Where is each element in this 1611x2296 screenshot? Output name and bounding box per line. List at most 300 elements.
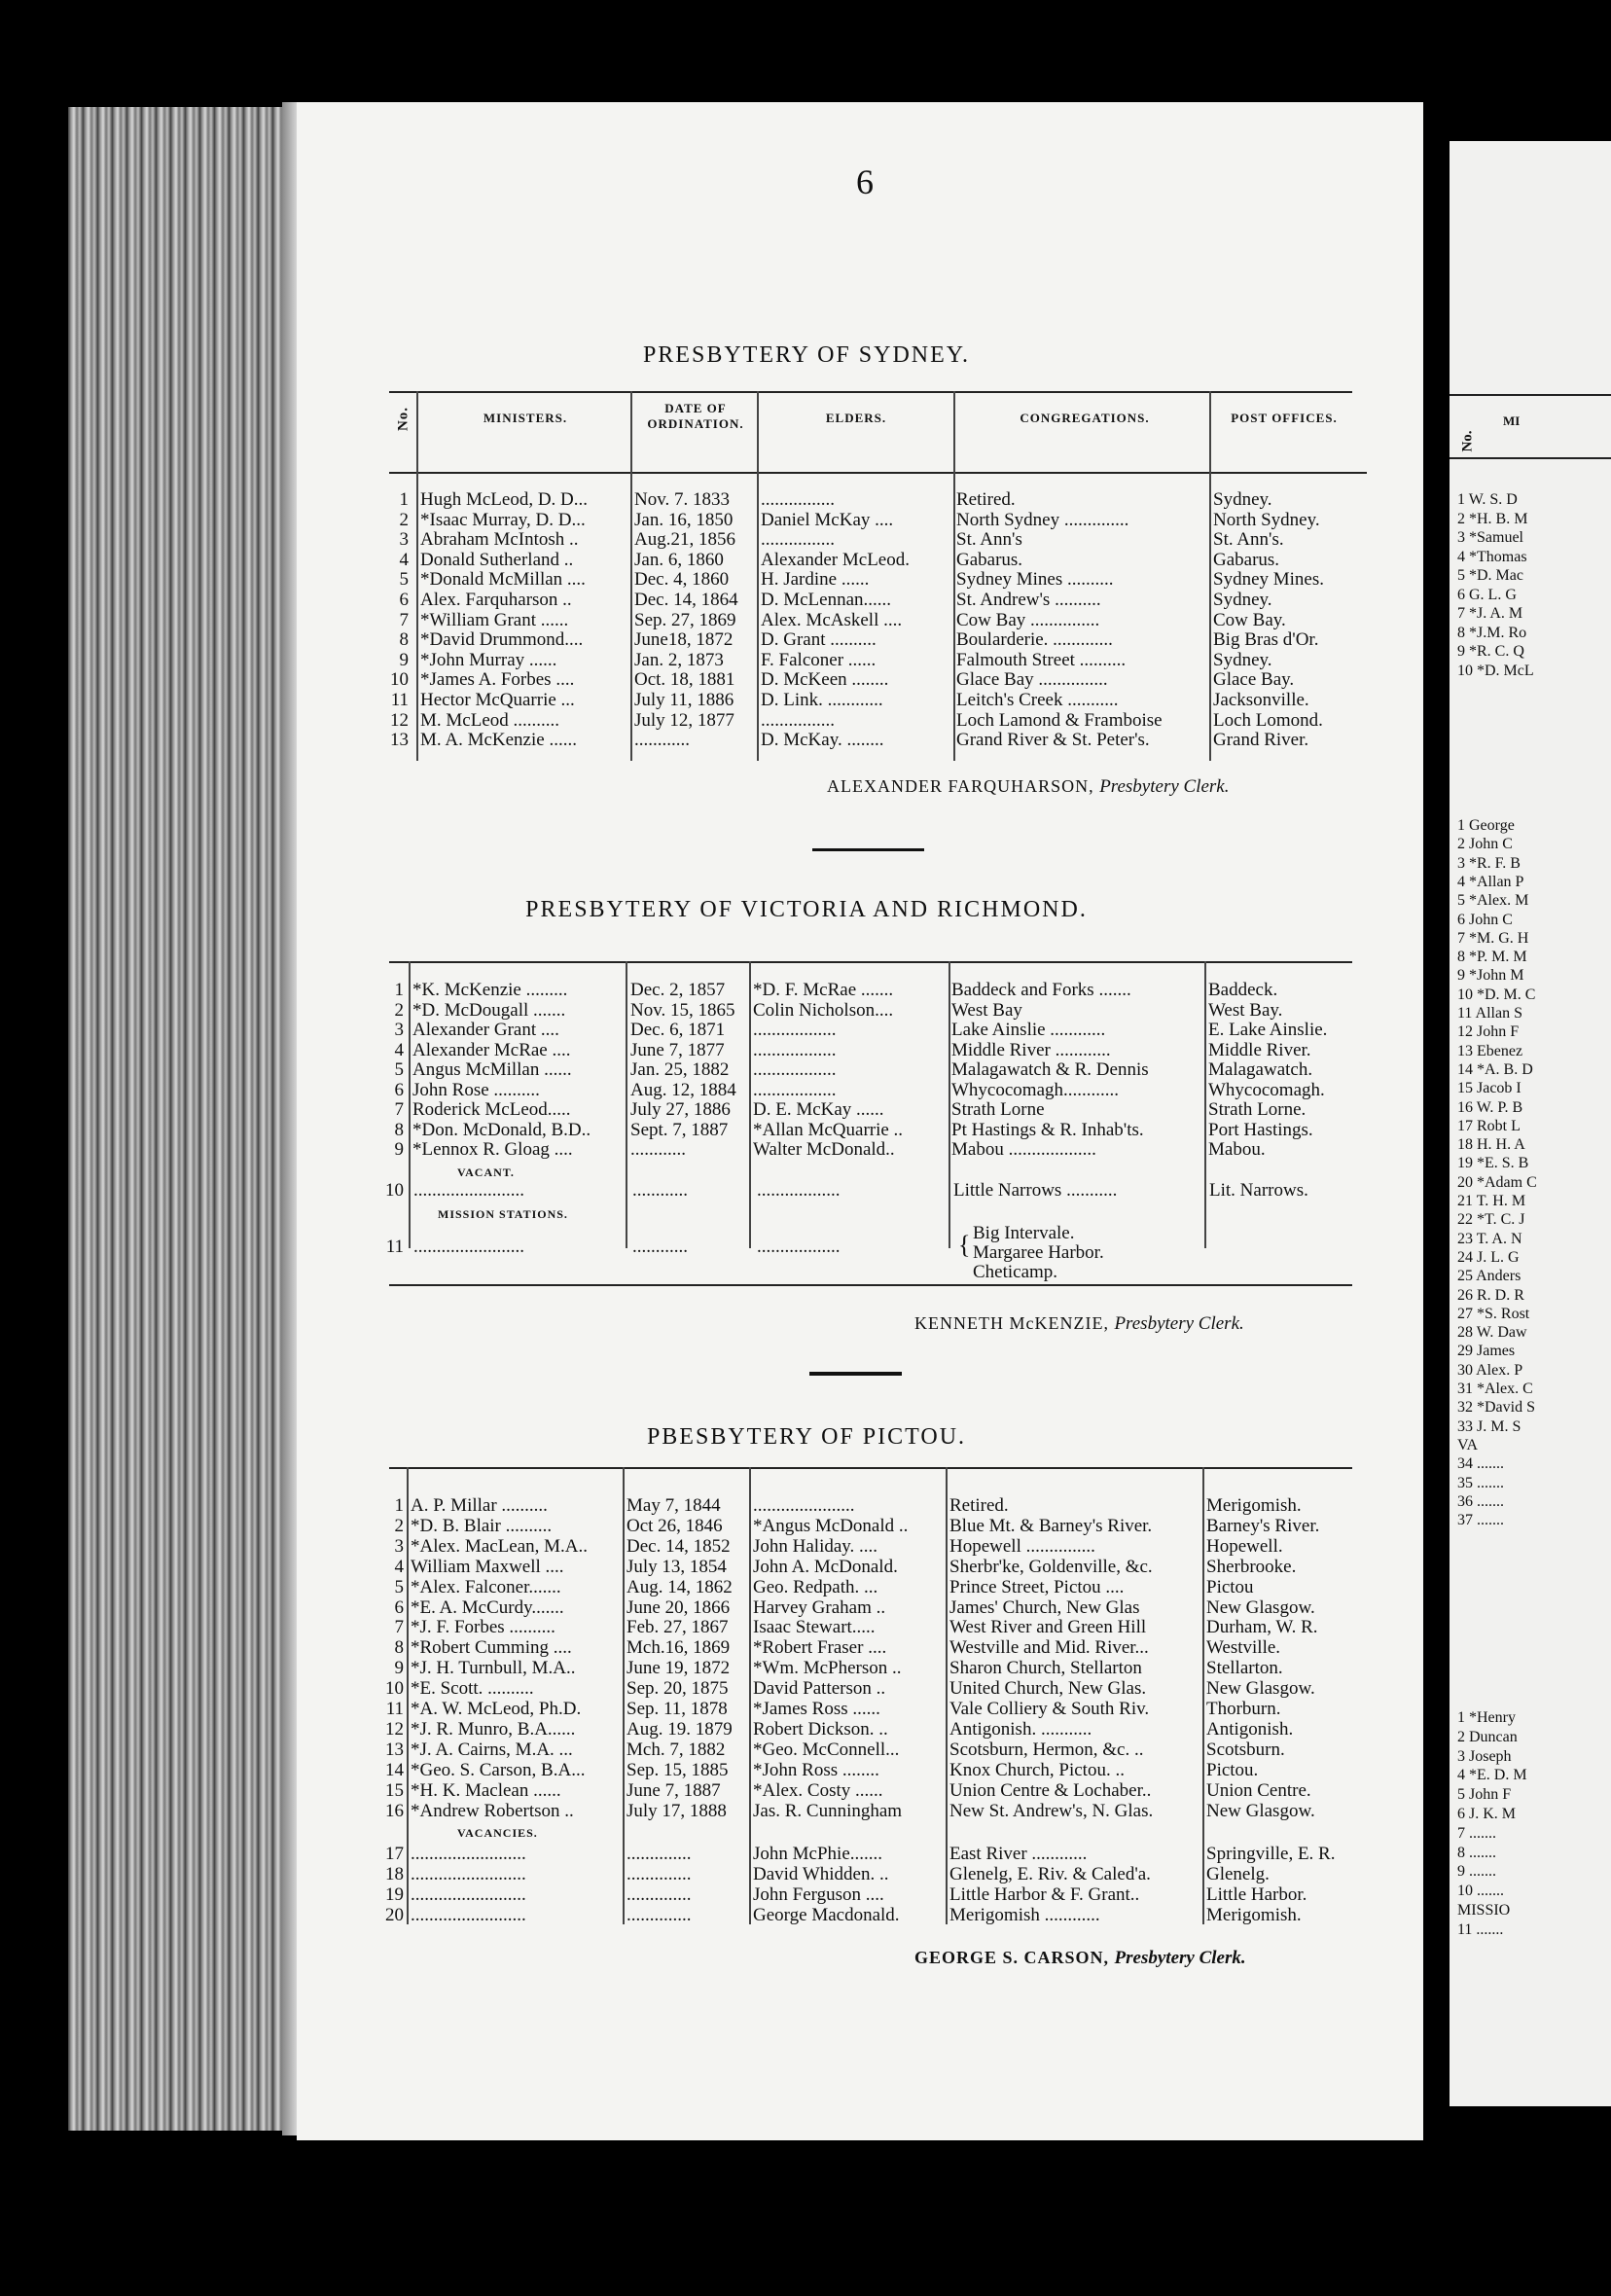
- next-page-entry: 16 W. P. B: [1457, 1098, 1523, 1116]
- next-page-entry: 12 John F: [1457, 1023, 1520, 1041]
- next-page-entry: 2 Duncan: [1457, 1728, 1518, 1745]
- sydney-row-elder: F. Falconer ......: [761, 649, 877, 670]
- pictou-row-date: Mch. 7, 1882: [626, 1739, 726, 1760]
- pictou-row-minister: *Robert Cumming ....: [411, 1637, 572, 1659]
- next-page-entry: 6 J. K. M: [1457, 1806, 1517, 1822]
- pictou-row-congregation: New St. Andrew's, N. Glas.: [949, 1800, 1154, 1821]
- sydney-col-divider: [416, 391, 418, 761]
- pictou-row-elder: *John Ross ........: [753, 1759, 879, 1780]
- pictou-row-no: 1: [394, 1495, 404, 1516]
- sydney-row-date: Jan. 2, 1873: [634, 649, 724, 670]
- sydney-col-divider: [1209, 391, 1211, 761]
- victoria-row-10-date: ............: [632, 1180, 688, 1201]
- next-page-entry: 15 Jacob I: [1457, 1080, 1522, 1097]
- sydney-row-congregation: Falmouth Street ..........: [956, 649, 1127, 670]
- sydney-row-minister: M. McLeod ..........: [420, 709, 560, 731]
- sydney-row-congregation: Grand River & St. Peter's.: [956, 730, 1150, 751]
- next-page-entry: 7 *J. A. M: [1457, 605, 1523, 622]
- section-divider: [812, 848, 924, 851]
- victoria-row-10-no: 10: [385, 1180, 404, 1201]
- sydney-row-congregation: Gabarus.: [956, 549, 1023, 570]
- sydney-clerk-name: ALEXANDER FARQUHARSON,: [827, 776, 1094, 796]
- next-page-entry: 5 John F: [1457, 1786, 1512, 1804]
- pictou-col-divider: [623, 1467, 625, 1924]
- pictou-vacancy-row-minister: .........................: [411, 1864, 526, 1884]
- pictou-row-no: 12: [385, 1718, 404, 1740]
- victoria-col-divider: [409, 961, 411, 1248]
- pictou-row-post-office: Westville.: [1206, 1637, 1281, 1659]
- pictou-vacancy-row-elder: David Whidden. ..: [753, 1864, 889, 1884]
- sydney-row-elder: D. McLennan......: [761, 590, 892, 610]
- pictou-vacancy-row-congregation: Little Harbor & F. Grant..: [949, 1884, 1140, 1905]
- sydney-row-minister: Hector McQuarrie ...: [420, 690, 575, 710]
- pictou-row-elder: ......................: [753, 1495, 855, 1516]
- pictou-row-post-office: Durham, W. R.: [1206, 1617, 1318, 1638]
- victoria-row-date: June 7, 1877: [630, 1039, 725, 1060]
- pictou-row-date: Oct 26, 1846: [626, 1515, 723, 1536]
- pictou-row-post-office: Pictou: [1206, 1576, 1254, 1597]
- sydney-row-congregation: Loch Lamond & Framboise: [956, 709, 1163, 731]
- pictou-col-divider: [407, 1467, 409, 1924]
- sydney-row-congregation: St. Ann's: [956, 529, 1022, 551]
- pictou-row-elder: Robert Dickson. ..: [753, 1718, 888, 1740]
- pictou-row-no: 10: [385, 1678, 404, 1700]
- sydney-row-date: Aug.21, 1856: [634, 529, 735, 551]
- section-divider: [809, 1372, 902, 1376]
- pictou-row-minister: William Maxwell ....: [411, 1556, 564, 1577]
- victoria-col-divider: [1204, 961, 1206, 1248]
- pictou-row-congregation: Sherbr'ke, Goldenville, &c.: [949, 1556, 1153, 1577]
- pictou-row-elder: Jas. R. Cunningham: [753, 1800, 903, 1821]
- next-page-entry: 9 *R. C. Q: [1457, 643, 1524, 660]
- victoria-clerk-title: Presbytery Clerk.: [1114, 1313, 1244, 1334]
- pictou-row-congregation: Retired.: [949, 1495, 1009, 1516]
- sydney-row-congregation: Leitch's Creek ...........: [956, 690, 1119, 710]
- sydney-row-elder: Daniel McKay ....: [761, 509, 894, 530]
- pictou-row-date: June 20, 1866: [626, 1596, 731, 1618]
- sydney-row-minister: *James A. Forbes ....: [420, 669, 575, 691]
- book-binding-edge: [68, 107, 297, 2131]
- pictou-row-date: June 19, 1872: [626, 1658, 731, 1679]
- sydney-row-elder: ................: [761, 529, 835, 551]
- sydney-row-post-office: Sydney.: [1213, 649, 1272, 670]
- victoria-row-post-office: Whycocomagh.: [1208, 1079, 1325, 1100]
- pictou-row-no: 8: [394, 1637, 404, 1659]
- sydney-row-post-office: North Sydney.: [1213, 509, 1320, 530]
- next-page-entry: 5 *Alex. M: [1457, 892, 1529, 910]
- pictou-clerk-title: Presbytery Clerk.: [1114, 1948, 1246, 1968]
- next-page-entry: 5 *D. Mac: [1457, 567, 1523, 584]
- pictou-row-no: 7: [394, 1617, 404, 1638]
- next-page-entry: 33 J. M. S: [1457, 1417, 1522, 1435]
- next-page-entry: 6 John C: [1457, 911, 1513, 928]
- sydney-col-divider: [953, 391, 955, 761]
- next-page-entry: 11 .......: [1457, 1920, 1504, 1938]
- sydney-row-elder: D. McKeen ........: [761, 669, 889, 691]
- next-page-entry: 2 *H. B. M: [1457, 510, 1528, 527]
- sydney-row-post-office: St. Ann's.: [1213, 529, 1284, 551]
- next-page-entry: MISSIO: [1457, 1902, 1511, 1919]
- sydney-row-congregation: Retired.: [956, 489, 1016, 510]
- pictou-row-elder: Isaac Stewart.....: [753, 1617, 876, 1638]
- pictou-row-no: 4: [394, 1556, 404, 1577]
- victoria-row-date: Sept. 7, 1887: [630, 1119, 729, 1140]
- pictou-row-elder: *Robert Fraser ....: [753, 1637, 887, 1659]
- sydney-row-congregation: North Sydney ..............: [956, 509, 1129, 530]
- sydney-row-elder: D. McKay. ........: [761, 730, 884, 751]
- victoria-row-date: Jan. 25, 1882: [630, 1059, 730, 1080]
- sydney-row-date: Sep. 27, 1869: [634, 609, 736, 630]
- next-page-entry: 24 J. L. G: [1457, 1248, 1520, 1266]
- pictou-vacancy-row-no: 18: [385, 1864, 404, 1884]
- pictou-row-elder: David Patterson ..: [753, 1678, 886, 1700]
- pictou-vacancy-row-no: 20: [385, 1905, 404, 1925]
- sydney-row-congregation: Sydney Mines ..........: [956, 569, 1114, 591]
- victoria-row-10-elder: ..................: [757, 1180, 841, 1201]
- sydney-row-minister: *David Drummond....: [420, 629, 584, 651]
- next-page-entry: 20 *Adam C: [1457, 1173, 1537, 1191]
- victoria-row-post-office: Port Hastings.: [1208, 1119, 1313, 1140]
- pictou-row-date: July 13, 1854: [626, 1556, 727, 1577]
- next-page-entry: 9 .......: [1457, 1863, 1496, 1881]
- pictou-row-no: 9: [394, 1658, 404, 1679]
- sydney-row-minister: Abraham McIntosh ..: [420, 529, 579, 551]
- next-page-entry: 28 W. Daw: [1457, 1324, 1527, 1342]
- pictou-row-no: 13: [385, 1739, 404, 1760]
- pictou-row-post-office: Scotsburn.: [1206, 1739, 1285, 1760]
- pictou-title: PBESBYTERY OF PICTOU.: [646, 1424, 967, 1450]
- pictou-row-no: 2: [394, 1515, 404, 1536]
- sydney-row-post-office: Glace Bay.: [1213, 669, 1295, 691]
- sydney-row-post-office: Jacksonville.: [1213, 690, 1309, 710]
- next-page-entry: 17 Robt L: [1457, 1117, 1521, 1134]
- sydney-header-congregations: CONGREGATIONS.: [1020, 411, 1150, 425]
- sydney-header-rule: [389, 472, 1367, 474]
- pictou-row-post-office: Pictou.: [1206, 1759, 1259, 1780]
- next-page-entry: 19 *E. S. B: [1457, 1155, 1529, 1172]
- sydney-row-no: 5: [399, 569, 409, 591]
- sydney-row-post-office: Sydney.: [1213, 590, 1272, 610]
- victoria-row-elder: *Allan McQuarrie ..: [753, 1119, 904, 1140]
- victoria-row-elder: ..................: [753, 1079, 837, 1100]
- sydney-row-elder: H. Jardine ......: [761, 569, 870, 591]
- next-page-entry: 10 *D. M. C: [1457, 986, 1536, 1003]
- next-page-entry: 9 *John M: [1457, 967, 1524, 985]
- victoria-row-no: 7: [394, 1099, 404, 1120]
- next-page-entry: 8 *J.M. Ro: [1457, 624, 1527, 641]
- next-page-fragment: [1450, 141, 1611, 2106]
- pictou-row-date: Sep. 11, 1878: [626, 1699, 728, 1719]
- sydney-row-no: 4: [399, 549, 409, 570]
- victoria-row-date: Nov. 15, 1865: [630, 999, 735, 1021]
- pictou-row-no: 14: [385, 1759, 404, 1780]
- next-page-entry: 26 R. D. R: [1457, 1286, 1524, 1304]
- sydney-row-date: Jan. 6, 1860: [634, 549, 724, 570]
- sydney-header-ministers: MINISTERS.: [483, 411, 568, 425]
- victoria-row-elder: D. E. McKay ......: [753, 1099, 884, 1120]
- pictou-row-minister: *J. R. Munro, B.A......: [411, 1718, 576, 1740]
- next-page-entry: 2 John C: [1457, 836, 1513, 853]
- pictou-row-post-office: Thorburn.: [1206, 1699, 1281, 1719]
- pictou-clerk: [914, 1948, 1246, 1969]
- sydney-row-minister: Hugh McLeod, D. D...: [420, 489, 589, 510]
- next-page-entry: 1 *Henry: [1457, 1709, 1516, 1726]
- sydney-row-post-office: Cow Bay.: [1213, 609, 1286, 630]
- victoria-row-10-congregation: Little Narrows ...........: [953, 1180, 1118, 1201]
- sydney-row-no: 8: [399, 629, 409, 651]
- pictou-row-elder: *James Ross ......: [753, 1699, 880, 1719]
- pictou-row-congregation: Union Centre & Lochaber..: [949, 1779, 1152, 1801]
- sydney-row-post-office: Sydney Mines.: [1213, 569, 1324, 591]
- pictou-clerk-name: GEORGE S. CARSON,: [914, 1948, 1110, 1967]
- sydney-row-minister: *John Murray ......: [420, 649, 557, 670]
- victoria-row-elder: ..................: [753, 1039, 837, 1060]
- pictou-row-date: Feb. 27, 1867: [626, 1617, 729, 1638]
- sydney-row-no: 11: [390, 690, 409, 710]
- pictou-vacancy-row-date: ..............: [626, 1884, 692, 1905]
- victoria-row-11-no: 11: [385, 1237, 404, 1257]
- pictou-row-congregation: Blue Mt. & Barney's River.: [949, 1515, 1153, 1536]
- pictou-row-minister: *E. Scott. ..........: [411, 1678, 534, 1700]
- sydney-row-minister: Alex. Farquharson ..: [420, 590, 572, 610]
- next-page-entry: 1 George: [1457, 817, 1515, 834]
- sydney-row-no: 3: [399, 529, 409, 551]
- pictou-col-divider: [946, 1467, 948, 1924]
- pictou-row-minister: *Alex. Falconer.......: [411, 1576, 561, 1597]
- victoria-row-elder: Colin Nicholson....: [753, 999, 894, 1021]
- sydney-clerk: [827, 776, 1230, 798]
- next-page-entry: 4 *Allan P: [1457, 873, 1524, 890]
- sydney-row-date: June18, 1872: [634, 629, 734, 651]
- pictou-row-elder: Harvey Graham ..: [753, 1596, 886, 1618]
- pictou-row-date: Mch.16, 1869: [626, 1637, 731, 1659]
- next-page-entry: 32 *David S: [1457, 1399, 1535, 1417]
- pictou-row-date: Sep. 15, 1885: [626, 1759, 729, 1780]
- pictou-row-post-office: New Glasgow.: [1206, 1596, 1315, 1618]
- victoria-col-divider: [949, 961, 950, 1248]
- pictou-row-post-office: Barney's River.: [1206, 1515, 1320, 1536]
- mission-station: Big Intervale.: [973, 1223, 1075, 1243]
- victoria-row-date: Dec. 6, 1871: [630, 1020, 726, 1040]
- victoria-row-elder: ..................: [753, 1059, 837, 1080]
- sydney-row-minister: M. A. McKenzie ......: [420, 730, 577, 751]
- victoria-row-congregation: Strath Lorne: [951, 1099, 1045, 1120]
- pictou-row-post-office: Merigomish.: [1206, 1495, 1302, 1516]
- pictou-row-elder: *Geo. McConnell...: [753, 1739, 900, 1760]
- victoria-row-11-elder: ..................: [757, 1237, 841, 1257]
- victoria-row-post-office: Baddeck.: [1208, 980, 1278, 1000]
- pictou-row-congregation: Westville and Mid. River...: [949, 1637, 1149, 1659]
- pictou-vacancy-row-minister: .........................: [411, 1844, 526, 1864]
- next-page-entry: 23 T. A. N: [1457, 1230, 1522, 1247]
- pictou-vacancy-row-post-office: Merigomish.: [1206, 1905, 1302, 1925]
- victoria-row-congregation: Pt Hastings & R. Inhab'ts.: [951, 1119, 1144, 1140]
- victoria-row-11-date: ............: [632, 1237, 688, 1257]
- sydney-header-date: DATE OF ORDINATION.: [647, 401, 744, 431]
- victoria-vacant-label: VACANT.: [457, 1166, 515, 1179]
- pictou-top-rule: [389, 1467, 1352, 1469]
- pictou-row-minister: *H. K. Maclean ......: [411, 1779, 561, 1801]
- pictou-row-minister: *Alex. MacLean, M.A..: [411, 1535, 589, 1557]
- victoria-row-minister: *Don. McDonald, B.D..: [412, 1119, 591, 1140]
- pictou-col-divider: [749, 1467, 751, 1924]
- pictou-vacancy-row-no: 19: [385, 1884, 404, 1905]
- pictou-vacancy-row-elder: George Macdonald.: [753, 1905, 900, 1925]
- victoria-row-no: 4: [394, 1039, 404, 1060]
- pictou-vacancy-row-elder: John McPhie.......: [753, 1844, 882, 1864]
- pictou-row-date: Sep. 20, 1875: [626, 1678, 729, 1700]
- pictou-row-congregation: Knox Church, Pictou. ..: [949, 1759, 1125, 1780]
- sydney-row-minister: *William Grant ......: [420, 609, 569, 630]
- victoria-col-divider: [749, 961, 751, 1248]
- sydney-row-date: ............: [634, 730, 690, 751]
- victoria-row-elder: ..................: [753, 1020, 837, 1040]
- victoria-row-post-office: Middle River.: [1208, 1039, 1311, 1060]
- sydney-row-date: Jan. 16, 1850: [634, 509, 734, 530]
- pictou-row-minister: A. P. Millar ..........: [411, 1495, 548, 1516]
- next-page-entry: 21 T. H. M: [1457, 1193, 1526, 1209]
- victoria-row-10-post: Lit. Narrows.: [1209, 1180, 1308, 1201]
- page-number: 6: [856, 162, 874, 201]
- sydney-header-post-offices: POST OFFICES.: [1231, 411, 1338, 425]
- mission-station: Margaree Harbor.: [973, 1242, 1104, 1263]
- victoria-row-no: 3: [394, 1020, 404, 1040]
- sydney-row-elder: D. Link. ............: [761, 690, 883, 710]
- next-page-entry: 8 .......: [1457, 1844, 1496, 1861]
- next-page-entry: 34 .......: [1457, 1455, 1504, 1473]
- pictou-row-elder: John A. McDonald.: [753, 1556, 898, 1577]
- pictou-row-congregation: Sharon Church, Stellarton: [949, 1658, 1142, 1679]
- pictou-row-elder: Geo. Redpath. ...: [753, 1576, 878, 1597]
- next-page-entry: 7 *M. G. H: [1457, 929, 1529, 947]
- victoria-row-congregation: Malagawatch & R. Dennis: [951, 1059, 1149, 1080]
- pictou-row-date: July 17, 1888: [626, 1800, 727, 1821]
- pictou-vacancy-row-congregation: East River ............: [949, 1844, 1088, 1864]
- pictou-row-minister: *E. A. McCurdy.......: [411, 1596, 564, 1618]
- next-page-header-no: No.: [1459, 430, 1476, 452]
- next-page-entry: 18 H. H. A: [1457, 1136, 1525, 1154]
- sydney-row-elder: Alexander McLeod.: [761, 549, 910, 570]
- next-page-entry: 4 *E. D. M: [1457, 1767, 1527, 1784]
- pictou-row-no: 6: [394, 1596, 404, 1618]
- victoria-col-divider: [626, 961, 627, 1248]
- next-page-entry: 10 .......: [1457, 1883, 1504, 1900]
- sydney-row-no: 7: [399, 609, 409, 630]
- victoria-row-post-office: West Bay.: [1208, 999, 1283, 1021]
- next-page-header-min: MI: [1503, 413, 1521, 428]
- pictou-row-minister: *Geo. S. Carson, B.A...: [411, 1759, 586, 1780]
- pictou-row-post-office: New Glasgow.: [1206, 1800, 1315, 1821]
- pictou-row-date: May 7, 1844: [626, 1495, 721, 1516]
- pictou-vacancy-row-no: 17: [385, 1844, 404, 1864]
- victoria-row-minister: *Lennox R. Gloag ....: [412, 1139, 573, 1160]
- victoria-row-post-office: E. Lake Ainslie.: [1208, 1020, 1328, 1040]
- pictou-vacancy-row-minister: .........................: [411, 1905, 526, 1925]
- victoria-row-elder: Walter McDonald..: [753, 1139, 895, 1160]
- pictou-row-post-office: New Glasgow.: [1206, 1678, 1315, 1700]
- pictou-row-elder: John Haliday. ....: [753, 1535, 878, 1557]
- sydney-row-no: 6: [399, 590, 409, 610]
- victoria-row-no: 8: [394, 1119, 404, 1140]
- sydney-row-congregation: Glace Bay ...............: [956, 669, 1108, 691]
- sydney-row-minister: *Isaac Murray, D. D...: [420, 509, 586, 530]
- sydney-col-divider: [757, 391, 759, 761]
- next-page-entry: 1 W. S. D: [1457, 491, 1518, 508]
- next-page-entry: 36 .......: [1457, 1492, 1504, 1510]
- pictou-row-no: 11: [385, 1699, 404, 1719]
- victoria-top-rule: [389, 961, 1352, 963]
- pictou-row-post-office: Stellarton.: [1206, 1658, 1283, 1679]
- victoria-bottom-rule: [389, 1284, 1352, 1286]
- pictou-row-post-office: Hopewell.: [1206, 1535, 1283, 1557]
- sydney-row-date: Nov. 7. 1833: [634, 489, 730, 510]
- victoria-row-date: July 27, 1886: [630, 1099, 731, 1120]
- pictou-vacancy-row-post-office: Springville, E. R.: [1206, 1844, 1336, 1864]
- sydney-row-congregation: St. Andrew's ..........: [956, 590, 1101, 610]
- next-page-entry: 11 Allan S: [1457, 1005, 1522, 1022]
- pictou-row-no: 16: [385, 1800, 404, 1821]
- sydney-row-minister: *Donald McMillan ....: [420, 569, 586, 591]
- next-page-entry: 7 .......: [1457, 1824, 1496, 1842]
- sydney-row-congregation: Cow Bay ...............: [956, 609, 1100, 630]
- sydney-row-no: 12: [390, 709, 409, 731]
- victoria-row-post-office: Mabou.: [1208, 1139, 1266, 1160]
- next-page-entry: 31 *Alex. C: [1457, 1381, 1533, 1397]
- sydney-row-no: 10: [390, 669, 409, 691]
- victoria-row-congregation: Middle River ............: [951, 1039, 1111, 1060]
- pictou-row-date: Dec. 14, 1852: [626, 1535, 731, 1557]
- victoria-clerk-name: KENNETH McKENZIE,: [914, 1313, 1109, 1333]
- next-page-entry: 3 *Samuel: [1457, 529, 1523, 546]
- pictou-row-congregation: Antigonish. ...........: [949, 1718, 1092, 1740]
- pictou-row-congregation: United Church, New Glas.: [949, 1678, 1147, 1700]
- victoria-row-minister: Roderick McLeod.....: [412, 1099, 571, 1120]
- sydney-row-post-office: Loch Lomond.: [1213, 709, 1323, 731]
- victoria-row-elder: *D. F. McRae .......: [753, 980, 894, 1000]
- pictou-row-elder: *Wm. McPherson ..: [753, 1658, 902, 1679]
- next-page-entry: 14 *A. B. D: [1457, 1060, 1533, 1078]
- pictou-row-congregation: Vale Colliery & South Riv.: [949, 1699, 1150, 1719]
- victoria-mission-label: MISSION STATIONS.: [438, 1207, 568, 1221]
- pictou-vacancy-row-congregation: Merigomish ............: [949, 1905, 1100, 1925]
- pictou-row-congregation: Scotsburn, Hermon, &c. ..: [949, 1739, 1144, 1760]
- sydney-header-elders: ELDERS.: [825, 411, 887, 425]
- pictou-row-no: 15: [385, 1779, 404, 1801]
- next-page-entry: 27 *S. Rost: [1457, 1305, 1530, 1322]
- victoria-row-minister: *D. McDougall .......: [412, 999, 566, 1021]
- sydney-table-top-rule: [389, 391, 1352, 393]
- pictou-vacancy-row-date: ..............: [626, 1864, 692, 1884]
- victoria-row-10-minister: ........................: [413, 1180, 524, 1201]
- sydney-row-date: Oct. 18, 1881: [634, 669, 735, 691]
- pictou-row-post-office: Antigonish.: [1206, 1718, 1294, 1740]
- next-page-entry: 37 .......: [1457, 1512, 1504, 1529]
- victoria-row-minister: John Rose ..........: [412, 1079, 540, 1100]
- next-page-entry: 8 *P. M. M: [1457, 949, 1527, 966]
- pictou-vacancy-row-elder: John Ferguson ....: [753, 1884, 884, 1905]
- sydney-row-elder: D. Grant ..........: [761, 629, 877, 651]
- victoria-row-post-office: Malagawatch.: [1208, 1059, 1313, 1080]
- pictou-row-minister: *D. B. Blair ..........: [411, 1515, 553, 1536]
- next-page-entry: 4 *Thomas: [1457, 548, 1527, 565]
- pictou-col-divider: [1202, 1467, 1204, 1924]
- victoria-row-minister: *K. McKenzie .........: [412, 980, 568, 1000]
- victoria-row-no: 1: [394, 980, 404, 1000]
- victoria-title: PRESBYTERY OF VICTORIA AND RICHMOND.: [525, 897, 1088, 922]
- victoria-row-no: 9: [394, 1139, 404, 1160]
- next-page-entry: 10 *D. McL: [1457, 662, 1534, 679]
- pictou-row-minister: *J. F. Forbes ..........: [411, 1617, 555, 1638]
